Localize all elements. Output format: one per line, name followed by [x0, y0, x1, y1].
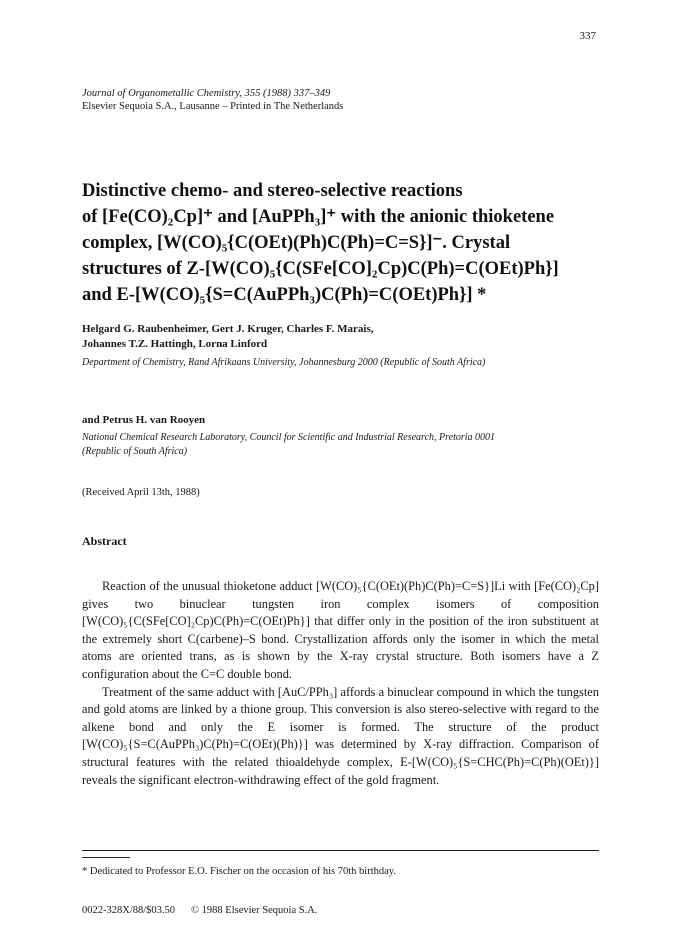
paper-title [82, 178, 602, 308]
affiliation-line: National Chemical Research Laboratory, Council for Scientific and Industrial Research, Pretoria 0001 [82, 432, 496, 443]
author-line: Helgard G. Raubenheimer, Gert J. Kruger, Charles F. Marais, [82, 323, 374, 335]
page-number: 337 [579, 30, 596, 42]
title-line: Distinctive chemo- and stereo-selective reactions [82, 181, 463, 201]
footnote: * Dedicated to Professor E.O. Fischer on the occasion of his 70th birthday. [82, 866, 396, 877]
footnote-rule [82, 857, 130, 858]
issn-code: 0022-328X/88/$03.50 [82, 905, 176, 916]
title-line: and E-[W(CO)₅{S=C(AuPPh₃)C(Ph)=C(OEt)Ph}] * [82, 285, 487, 305]
abstract-paragraph: Reaction of the unusual thioketone adduct [W(CO)₅{C(OEt)(Ph)C(Ph)=C=S}]Li with [Fe(CO)₂Cp] gives two binuclear tungsten iron complex isomers of composition [W(CO)₅{C(SFe[CO]₂Cp)C(Ph)=C(OEt)Ph}] that differ only in the position of the iron substituent at the extremely short C(carbene)–S bond. Crystallization affords only the isomer in which the metal atoms are oriented trans, as is shown by the X-ray crystal structure. Both isomers have a Z configuration about the C=C double bond. [82, 579, 599, 681]
abstract-heading: Abstract [82, 534, 127, 548]
author-list [82, 322, 373, 351]
copyright-notice: © 1988 Elsevier Sequoia S.A. [191, 905, 318, 916]
affiliation-csir [82, 431, 495, 459]
journal-citation: Journal of Organometallic Chemistry, 355 (1988) 337–349 [82, 88, 331, 99]
abstract-body [82, 578, 599, 789]
title-line: structures of Z-[W(CO)₅{C(SFe[CO]₂Cp)C(Ph)=C(OEt)Ph}] [82, 259, 559, 279]
received-date: (Received April 13th, 1988) [82, 487, 200, 498]
affiliation-rau: Department of Chemistry, Rand Afrikaans University, Johannesburg 2000 (Republic of South Africa) [82, 357, 486, 368]
publisher-line: Elsevier Sequoia S.A., Lausanne – Printed in The Netherlands [82, 101, 344, 112]
copyright-line [82, 905, 317, 916]
author-line: Johannes T.Z. Hattingh, Lorna Linford [82, 337, 268, 350]
journal-header [82, 87, 343, 113]
abstract-paragraph: Treatment of the same adduct with [AuC/PPh₃] affords a binuclear compound in which the tungsten and gold atoms are linked by a thione group. This conversion is also stereo-selective with regard to the alkene bond and only the E isomer is formed. The structure of the product [W(CO)₅{S=C(AuPPh₃)C(Ph)=C(OEt)(Ph)}] was determined by X-ray diffraction. Comparison of structural features with the related thioaldehyde complex, E-[W(CO)₅{S=CHC(Ph)=C(Ph)(OEt)}] reveals the significant electron-withdrawing effect of the gold fragment. [82, 684, 599, 787]
section-divider [82, 850, 599, 851]
title-line: of [Fe(CO)₂Cp]⁺ and [AuPPh₃]⁺ with the anionic thioketene [82, 207, 555, 227]
title-line: complex, [W(CO)₅{C(OEt)(Ph)C(Ph)=C=S}]⁻. Crystal [82, 233, 511, 253]
affiliation-line: (Republic of South Africa) [82, 446, 188, 457]
author-second-group: and Petrus H. van Rooyen [82, 414, 206, 426]
